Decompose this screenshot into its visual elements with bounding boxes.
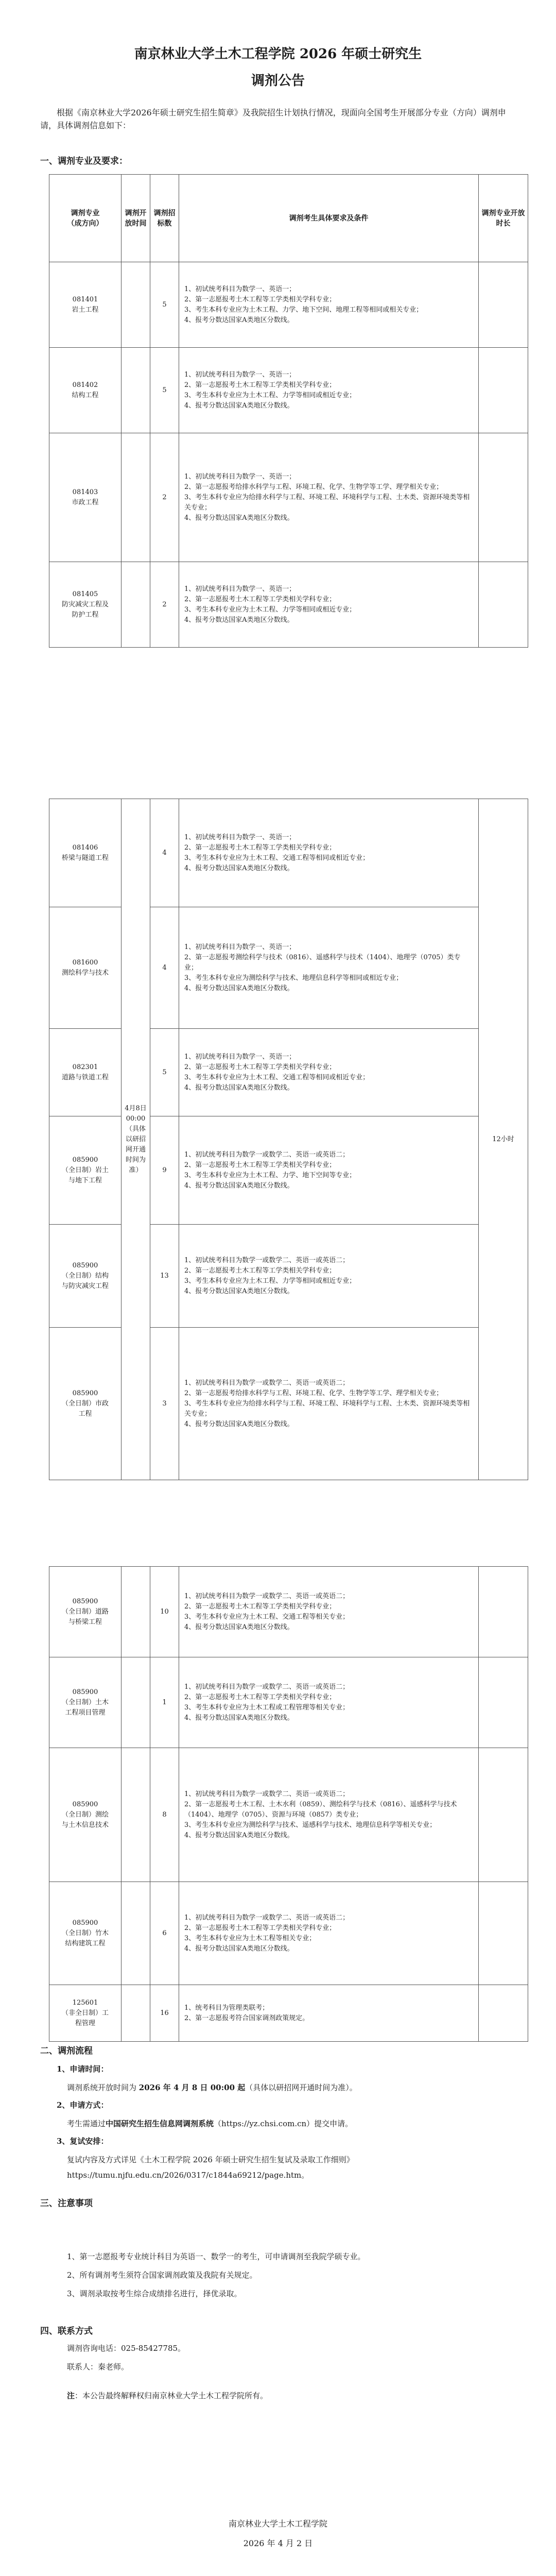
condition-item: 4、报考分数达国家A类地区分数线。: [184, 316, 294, 324]
major-cell: [49, 262, 121, 348]
major-code: 081401: [72, 295, 98, 303]
condition-item: 3、考生本科专业应为土木工程、力学等相同或相近专业；: [184, 391, 356, 399]
open-time-cell: [121, 1985, 150, 2042]
condition-item: 4、报考分数达国家A类地区分数线。: [184, 984, 294, 992]
plan-cell: 6: [150, 1882, 179, 1985]
condition-item: 2、第一志愿报考土木工程等工学类相关学科专业；: [184, 843, 336, 852]
plan-cell: 5: [150, 1029, 179, 1116]
conditions-cell: [179, 1225, 479, 1328]
condition-item: 3、考生本科专业应为土木工程、交通工程等相同或相近专业；: [184, 854, 370, 862]
condition-item: 3、考生本科专业应为土木工程或工程管理等相关专业；: [184, 1703, 350, 1711]
open-time-cell: 4月8日00:00（具体以研招网开通时间为准）: [121, 799, 150, 1480]
major-cell: [49, 348, 121, 433]
conditions-cell: [179, 348, 479, 433]
conditions-cell: [179, 1029, 479, 1116]
duration-cell: [479, 433, 528, 562]
conditions-cell: [179, 1567, 479, 1657]
admission-table-a: [49, 174, 528, 648]
condition-item: 1、初试统考科目为数学一或数学二、英语一或英语二；: [184, 1150, 350, 1159]
major-code: 085900: [72, 1800, 98, 1808]
major-name: 桥梁与隧道工程: [61, 854, 109, 862]
table-row: [49, 1328, 528, 1480]
condition-item: 1、初试统考科目为数学一、英语一；: [184, 1053, 296, 1061]
condition-item: 1、初试统考科目为数学一、英语一；: [184, 943, 296, 951]
section-4-heading: 四、联系方式: [40, 2326, 93, 2336]
major-cell: [49, 433, 121, 562]
contact-phone: 调剂咨询电话：025-85427785。: [67, 2344, 186, 2353]
plan-cell: 5: [150, 262, 179, 348]
condition-item: 2、第一志愿报考土木工程等工学类相关学科专业；: [184, 295, 336, 303]
major-name: （全日制）测绘与土木信息技术: [61, 1810, 109, 1829]
major-code: 081402: [72, 381, 98, 389]
condition-item: 2、第一志愿报考土木工程等工学类相关学科专业；: [184, 1063, 336, 1071]
step3-title: 3、复试安排：: [57, 2137, 109, 2146]
major-cell: [49, 907, 121, 1029]
conditions-cell: [179, 1116, 479, 1225]
header-duration: 调剂专业开放时长: [479, 175, 528, 262]
condition-item: 4、报考分数达国家A类地区分数线。: [184, 616, 294, 624]
major-code: 081600: [72, 958, 98, 967]
condition-item: 3、考生本科专业应为土木工程、交通工程等相同或相近专业；: [184, 1073, 370, 1081]
major-code: 085900: [72, 1597, 98, 1605]
condition-item: 2、第一志愿报考给排水科学与工程、环境工程、化学、生物学等工学、理学相关专业；: [184, 1389, 443, 1397]
step3-text: 复试内容及方式详见《土木工程学院 2026 年硕士研究生招生复试及录取工作细则》: [67, 2155, 354, 2164]
major-code: 085900: [72, 1261, 98, 1269]
condition-item: 3、考生本科专业应为土木工程等相关专业；: [184, 1934, 316, 1942]
condition-item: 3、考生本科专业应为测绘科学与技术、遥感科学与技术、地理信息科学等相关专业；: [184, 1821, 437, 1829]
conditions-cell: [179, 1748, 479, 1882]
conditions-cell: [179, 1882, 479, 1985]
major-cell: [49, 1328, 121, 1480]
table-row: [49, 1657, 528, 1748]
duration-cell: [479, 262, 528, 348]
condition-item: 4、报考分数达国家A类地区分数线。: [184, 1420, 294, 1428]
condition-item: 4、报考分数达国家A类地区分数线。: [184, 401, 294, 410]
intro-paragraph: 根据《南京林业大学2026年硕士研究生招生简章》及我院招生计划执行情况，现面向全国考生开展部分专业（方向）调剂申请，具体调剂信息如下：: [40, 108, 506, 130]
plan-cell: 9: [150, 1116, 179, 1225]
condition-item: 4、报考分数达国家A类地区分数线。: [184, 1944, 294, 1953]
plan-cell: 3: [150, 1328, 179, 1480]
condition-item: 1、初试统考科目为数学一或数学二、英语一或英语二；: [184, 1379, 350, 1387]
table-row: [49, 1029, 528, 1116]
condition-item: 3、考生本科专业应为给排水科学与工程、环境工程、环境科学与工程、土木类、资源环境类等相关专业；: [184, 493, 470, 512]
plan-cell: 13: [150, 1225, 179, 1328]
condition-item: 2、第一志愿报考土木工程、土木水利（0859）、测绘科学与技术（0816）、遥感科学与技术（1404）、地理学（0705）、资源与环境（0857）类专业；: [184, 1800, 457, 1819]
conditions-cell: [179, 1328, 479, 1480]
major-code: 082301: [72, 1063, 98, 1071]
condition-item: 4、报考分数达国家A类地区分数线。: [184, 1083, 294, 1092]
condition-item: 4、报考分数达国家A类地区分数线。: [184, 1714, 294, 1722]
condition-item: 1、初试统考科目为数学一或数学二、英语一或英语二；: [184, 1256, 350, 1264]
contact-person: 联系人：秦老师。: [67, 2362, 129, 2371]
major-code: 125601: [72, 1998, 98, 2007]
admission-table-c: [49, 1566, 528, 2042]
condition-item: 1、初试统考科目为数学一、英语一；: [184, 833, 296, 841]
conditions-cell: [179, 433, 479, 562]
condition-item: 1、初试统考科目为数学一或数学二、英语一或英语二；: [184, 1790, 350, 1798]
condition-item: 1、初试统考科目为数学一或数学二、英语一或英语二；: [184, 1683, 350, 1691]
note-2: 2、所有调剂考生须符合国家调剂政策及我院有关规定。: [67, 2270, 257, 2280]
header-conditions: 调剂考生具体要求及条件: [179, 175, 479, 262]
section-3-heading: 三、注意事项: [40, 2198, 93, 2209]
table-row: [49, 1985, 528, 2042]
condition-item: 3、考生本科专业应为测绘科学与技术、地理信息科学等相同或相近专业；: [184, 974, 403, 982]
duration-cell: [479, 1567, 528, 1657]
major-code: 081403: [72, 488, 98, 496]
condition-item: 1、初试统考科目为数学一、英语一；: [184, 285, 296, 293]
duration-cell: [479, 1748, 528, 1882]
major-cell: [49, 1225, 121, 1328]
table-row: [49, 907, 528, 1029]
open-time-cell: [121, 348, 150, 433]
major-name: （全日制）竹木结构建筑工程: [61, 1929, 109, 1947]
major-name: 市政工程: [72, 498, 99, 506]
condition-item: 4、报考分数达国家A类地区分数线。: [184, 1287, 294, 1295]
condition-item: 2、第一志愿报考土木工程等工学类相关学科专业；: [184, 381, 336, 389]
major-name: 测绘科学与技术: [61, 969, 109, 977]
duration-cell: [479, 1657, 528, 1748]
table-row: [49, 1225, 528, 1328]
conditions-cell: [179, 907, 479, 1029]
condition-item: 4、报考分数达国家A类地区分数线。: [184, 514, 294, 522]
admission-table-b: [49, 799, 528, 1480]
open-time-cell: [121, 433, 150, 562]
condition-item: 2、第一志愿报考符合国家调剂政策规定。: [184, 2014, 309, 2022]
open-time-cell: [121, 1748, 150, 1882]
table-row: [49, 262, 528, 348]
condition-item: 2、第一志愿报考测绘科学与技术（0816）、遥感科学与技术（1404）、地理学（0705）类专业；: [184, 953, 461, 972]
note-3: 3、调剂录取按考生综合成绩排名进行，择优录取。: [67, 2289, 242, 2298]
condition-item: 3、考生本科专业应为土木工程、力学、地下空间等专业；: [184, 1171, 356, 1179]
major-cell: [49, 1882, 121, 1985]
condition-item: 2、第一志愿报考土木工程等工学类相关学科专业；: [184, 595, 336, 603]
major-code: 085900: [72, 1688, 98, 1696]
major-name: （全日制）结构与防灾减灾工程: [61, 1272, 109, 1290]
plan-cell: 10: [150, 1567, 179, 1657]
major-cell: [49, 1985, 121, 2042]
major-name: 道路与铁道工程: [61, 1073, 109, 1081]
plan-cell: 1: [150, 1657, 179, 1748]
plan-cell: 5: [150, 348, 179, 433]
step2-text: 考生需通过中国研究生招生信息网调剂系统（https://yz.chsi.com.cn）提交申请。: [67, 2119, 353, 2128]
condition-item: 2、第一志愿报考土木工程等工学类相关学科专业；: [184, 1161, 336, 1169]
step3-url[interactable]: https://tumu.njfu.edu.cn/2026/0317/c1844a69212/page.htm。: [67, 2171, 309, 2180]
duration-cell: 12小时: [479, 799, 528, 1480]
step1-text: 调剂系统开放时间为 2026 年 4 月 8 日 00:00 起（具体以研招网开通时间为准）。: [67, 2083, 357, 2092]
final-note: 注：本公告最终解释权归南京林业大学土木工程学院所有。: [67, 2391, 268, 2400]
condition-item: 3、考生本科专业应为土木工程、力学、地下空间、地理工程等相同或相关专业；: [184, 306, 423, 314]
duration-cell: [479, 1882, 528, 1985]
condition-item: 3、考生本科专业应为土木工程、力学等相同或相近专业；: [184, 1277, 356, 1285]
table-row: [49, 348, 528, 433]
signature-date: 2026 年 4 月 2 日: [243, 2538, 313, 2548]
signature-org: 南京林业大学土木工程学院: [228, 2519, 327, 2529]
major-code: 085900: [72, 1389, 98, 1397]
condition-item: 4、报考分数达国家A类地区分数线。: [184, 1623, 294, 1631]
plan-cell: 4: [150, 907, 179, 1029]
major-cell: [49, 1657, 121, 1748]
duration-cell: [479, 1985, 528, 2042]
title-line1: 南京林业大学土木工程学院 2026 年硕士研究生: [134, 46, 422, 62]
major-cell: [49, 1748, 121, 1882]
conditions-cell: [179, 1657, 479, 1748]
open-time-cell: [121, 1567, 150, 1657]
major-cell: [49, 562, 121, 648]
condition-item: 1、初试统考科目为数学一或数学二、英语一或英语二；: [184, 1592, 350, 1600]
major-cell: [49, 799, 121, 907]
major-name: 防灾减灾工程及防护工程: [61, 600, 109, 619]
conditions-cell: [179, 799, 479, 907]
note-1: 1、第一志愿报考专业统计科目为英语一、数学一的考生，可申请调剂至我院学硕专业。: [67, 2252, 366, 2261]
plan-cell: 2: [150, 562, 179, 648]
condition-item: 1、初试统考科目为数学一、英语一；: [184, 370, 296, 379]
table-row: [49, 1748, 528, 1882]
major-name: 结构工程: [72, 391, 99, 399]
table-row: [49, 1116, 528, 1225]
open-time-cell: [121, 562, 150, 648]
condition-item: 2、第一志愿报考给排水科学与工程、环境工程、化学、生物学等工学、理学相关专业；: [184, 483, 443, 491]
plan-cell: 4: [150, 799, 179, 907]
condition-item: 3、考生本科专业应为土木工程、交通工程等相关专业；: [184, 1613, 350, 1621]
title-line2: 调剂公告: [251, 73, 305, 89]
condition-item: 1、统考科目为管理类联考；: [184, 2004, 269, 2012]
condition-item: 4、报考分数达国家A类地区分数线。: [184, 1181, 294, 1190]
duration-cell: [479, 348, 528, 433]
condition-item: 3、考生本科专业应为土木工程、力学等相同或相近专业；: [184, 605, 356, 614]
major-name: （全日制）岩土与地下工程: [61, 1166, 109, 1184]
condition-item: 2、第一志愿报考土木工程等工学类相关学科专业；: [184, 1602, 336, 1611]
major-name: 岩土工程: [72, 306, 99, 314]
table-row: [49, 433, 528, 562]
major-name: （全日制）道路与桥梁工程: [61, 1607, 109, 1626]
duration-cell: [479, 562, 528, 648]
condition-item: 3、考生本科专业应为给排水科学与工程、环境工程、环境科学与工程、土木类、资源环境类等相关专业；: [184, 1399, 470, 1418]
header-major: 调剂专业 （成方向）: [49, 175, 121, 262]
section-1-heading: 一、调剂专业及要求：: [40, 156, 128, 166]
condition-item: 2、第一志愿报考土木工程等工学类相关学科专业；: [184, 1924, 336, 1932]
table-row: [49, 1567, 528, 1657]
conditions-cell: [179, 562, 479, 648]
header-time: 调剂开放时间: [121, 175, 150, 262]
major-code: 085900: [72, 1919, 98, 1927]
major-code: 085900: [72, 1156, 98, 1164]
step2-title: 2、申请方式：: [57, 2100, 109, 2110]
major-code: 081405: [72, 590, 98, 598]
conditions-cell: [179, 1985, 479, 2042]
condition-item: 4、报考分数达国家A类地区分数线。: [184, 864, 294, 872]
condition-item: 1、初试统考科目为数学一、英语一；: [184, 472, 296, 481]
major-name: （非全日制）工程管理: [61, 2009, 109, 2027]
step1-title: 1、申请时间：: [57, 2064, 109, 2074]
condition-item: 2、第一志愿报考土木工程等工学类相关学科专业；: [184, 1693, 336, 1701]
major-code: 081406: [72, 843, 98, 852]
condition-item: 2、第一志愿报考土木工程等工学类相关学科专业；: [184, 1266, 336, 1275]
table-row: [49, 799, 528, 907]
open-time-cell: [121, 1657, 150, 1748]
plan-cell: 8: [150, 1748, 179, 1882]
header-plan: 调剂招标数: [150, 175, 179, 262]
major-name: （全日制）土木工程项目管理: [61, 1698, 109, 1717]
plan-cell: 2: [150, 433, 179, 562]
open-time-cell: [121, 262, 150, 348]
table-row: [49, 562, 528, 648]
section-2-heading: 二、调剂流程: [40, 2046, 93, 2056]
conditions-cell: [179, 262, 479, 348]
condition-item: 1、初试统考科目为数学一、英语一；: [184, 585, 296, 593]
table-row: [49, 1882, 528, 1985]
open-time-cell: [121, 1882, 150, 1985]
major-cell: [49, 1029, 121, 1116]
condition-item: 4、报考分数达国家A类地区分数线。: [184, 1831, 294, 1839]
major-cell: [49, 1116, 121, 1225]
major-cell: [49, 1567, 121, 1657]
plan-cell: 16: [150, 1985, 179, 2042]
major-name: （全日制）市政工程: [61, 1399, 109, 1418]
condition-item: 1、初试统考科目为数学一或数学二、英语一或英语二；: [184, 1913, 350, 1922]
